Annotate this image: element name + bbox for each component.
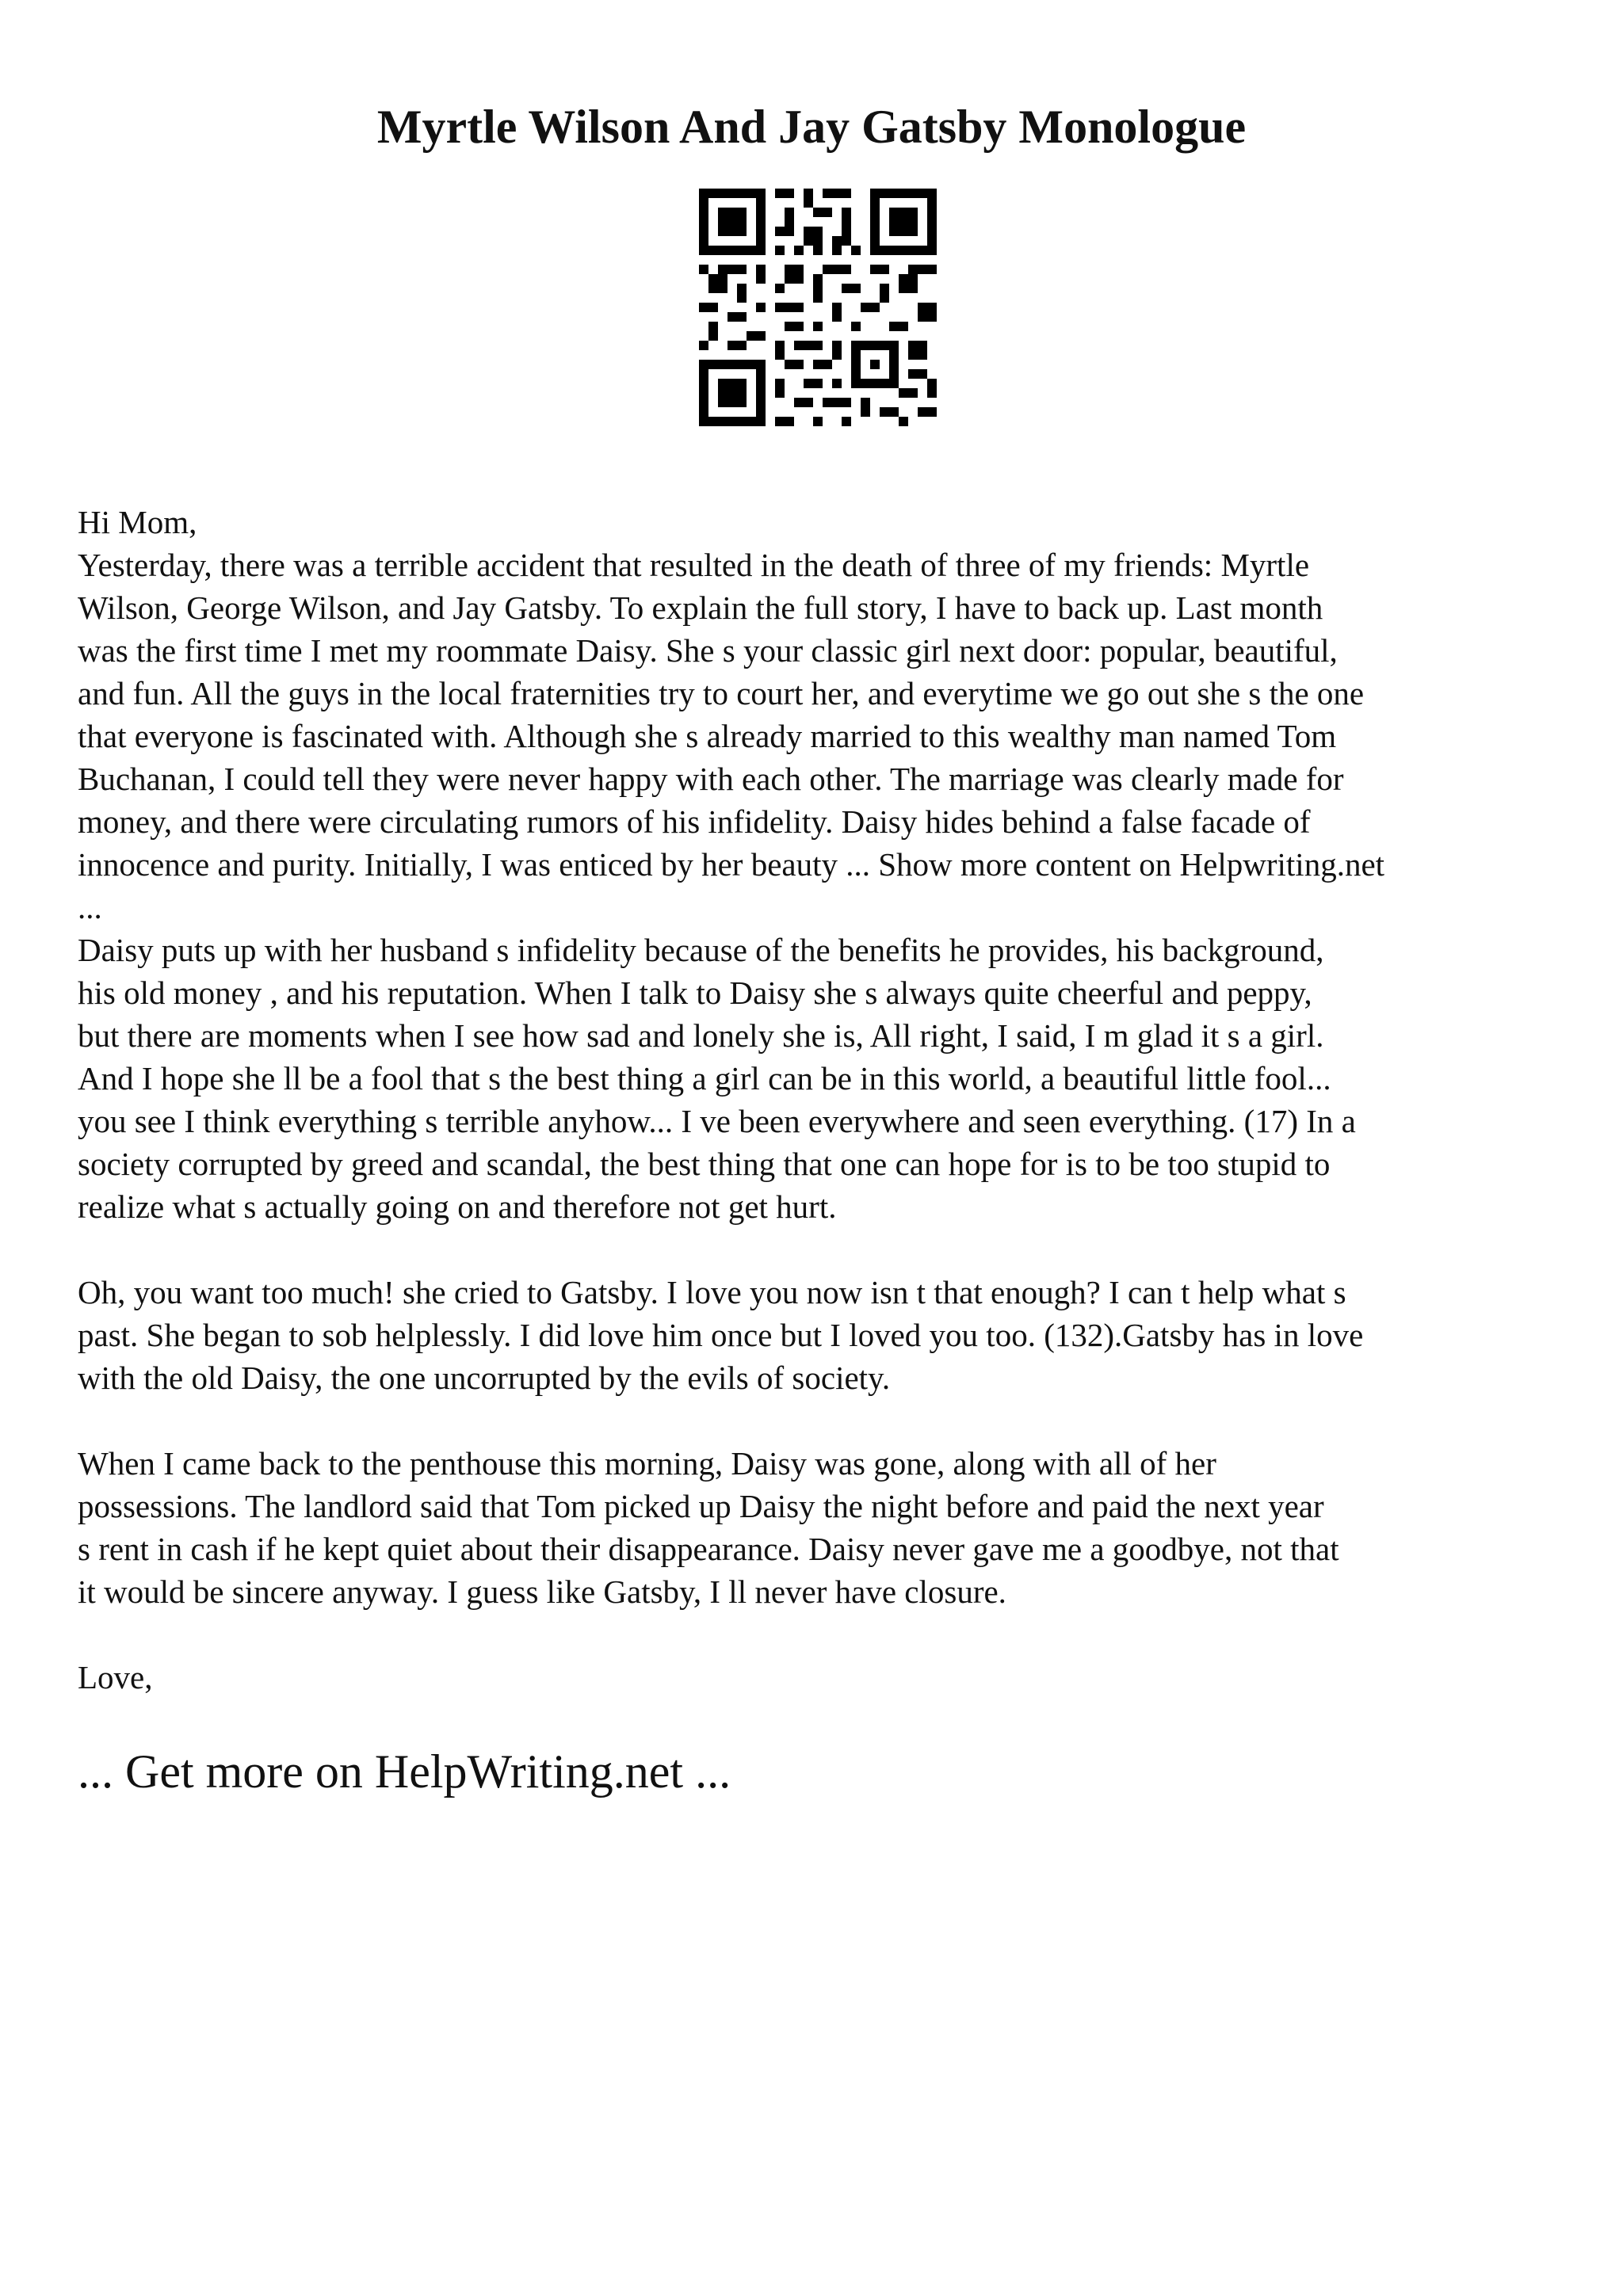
- text-line: Hi Mom,: [78, 504, 197, 540]
- text-line: Oh, you want too much! she cried to Gatsby. I love you now isn t that enough? I can t help what s: [78, 1274, 1346, 1310]
- footer-link[interactable]: ... Get more on HelpWriting.net ...: [78, 1745, 731, 1798]
- text-line-show-more[interactable]: innocence and purity. Initially, I was enticed by her beauty ... Show more content on Helpwriting.net: [78, 846, 1385, 883]
- text-line: When I came back to the penthouse this morning, Daisy was gone, along with all of her: [78, 1445, 1216, 1482]
- text-line: Buchanan, I could tell they were never happy with each other. The marriage was clearly made for: [78, 761, 1344, 797]
- qr-code-image: [699, 189, 937, 426]
- text-line: was the first time I met my roommate Daisy. She s your classic girl next door: popular, beautiful,: [78, 632, 1338, 669]
- document-title: Myrtle Wilson And Jay Gatsby Monologue: [376, 101, 1247, 153]
- text-line: with the old Daisy, the one uncorrupted by the evils of society.: [78, 1360, 891, 1396]
- text-line: ...: [78, 889, 102, 925]
- text-line: money, and there were circulating rumors of his infidelity. Daisy hides behind a false facade of: [78, 803, 1311, 840]
- text-line: Love,: [78, 1659, 153, 1695]
- text-line: his old money , and his reputation. When I talk to Daisy she s always quite cheerful and peppy,: [78, 974, 1312, 1011]
- text-line: society corrupted by greed and scandal, the best thing that one can hope for is to be too stupid to: [78, 1146, 1331, 1182]
- text-line: past. She began to sob helplessly. I did love him once but I loved you too. (132).Gatsby has in love: [78, 1317, 1364, 1353]
- text-line: that everyone is fascinated with. Although she s already married to this wealthy man named Tom: [78, 718, 1337, 754]
- text-line: And I hope she ll be a fool that s the best thing a girl can be in this world, a beautiful little fool...: [78, 1060, 1331, 1097]
- text-line: Wilson, George Wilson, and Jay Gatsby. To explain the full story, I have to back up. Last month: [78, 589, 1323, 626]
- text-line: it would be sincere anyway. I guess like Gatsby, I ll never have closure.: [78, 1573, 1006, 1610]
- text-line: but there are moments when I see how sad and lonely she is, All right, I said, I m glad it s a girl.: [78, 1017, 1324, 1054]
- text-line: Yesterday, there was a terrible accident that resulted in the death of three of my friends: Myrtle: [78, 547, 1310, 583]
- text-line: s rent in cash if he kept quiet about their disappearance. Daisy never gave me a goodbye, not that: [78, 1531, 1339, 1567]
- text-line: you see I think everything s terrible anyhow... I ve been everywhere and seen everything. (17) In a: [78, 1103, 1356, 1139]
- text-line: possessions. The landlord said that Tom picked up Daisy the night before and paid the next year: [78, 1488, 1324, 1524]
- text-line: realize what s actually going on and therefore not get hurt.: [78, 1188, 837, 1225]
- text-line: Daisy puts up with her husband s infidelity because of the benefits he provides, his background,: [78, 932, 1324, 968]
- text-line: and fun. All the guys in the local fraternities try to court her, and everytime we go out she s the one: [78, 675, 1365, 711]
